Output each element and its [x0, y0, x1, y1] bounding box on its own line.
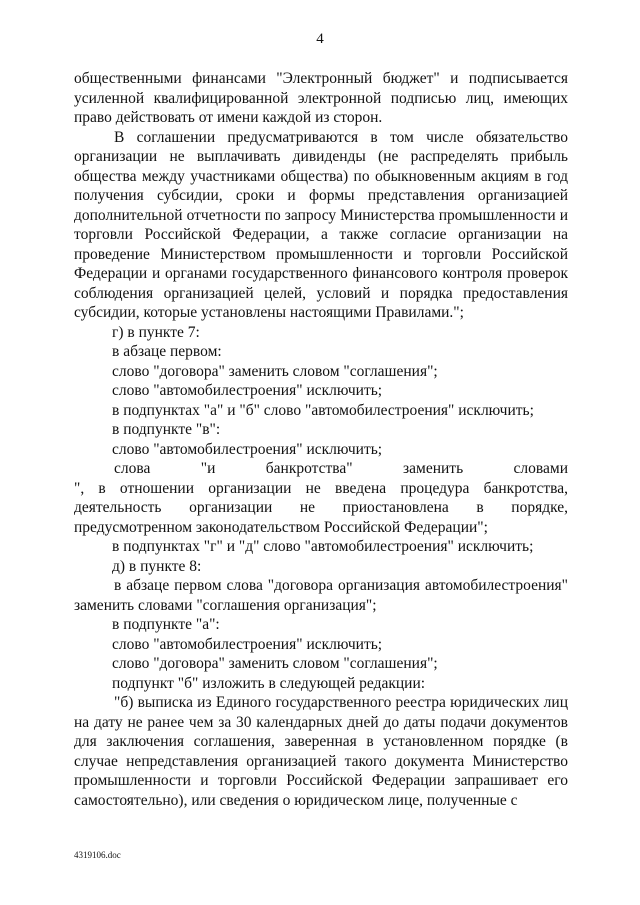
paragraph-10: слова "и банкротства" заменить словами — [114, 460, 568, 477]
footer-document-code: 4319106.doc — [74, 850, 121, 860]
paragraph-15: в подпункте "а": — [112, 616, 220, 633]
paragraph-12: в подпунктах "г" и "д" слово "автомобилестроения" исключить; — [112, 538, 534, 555]
paragraph-17: слово "договора" заменить словом "соглашения"; — [112, 655, 438, 672]
paragraph-16: слово "автомобилестроения" исключить; — [112, 635, 383, 653]
paragraph-13: д) в пункте 8: — [112, 557, 202, 575]
paragraph-8: в подпункте "в": — [112, 421, 221, 438]
paragraph-1: общественными финансами "Электронный бюджет" и подписывается усиленной квалифицированной электронной подписью лиц, имеющих право действовать от имени каждой из сторон. — [74, 70, 568, 126]
paragraph-4: в абзаце первом: — [112, 343, 222, 360]
paragraph-3: г) в пункте 7: — [112, 323, 200, 341]
paragraph-19: "б) выписка из Единого государственного реестра юридических лиц на дату не ранее чем за 30 календарных дней до даты подачи документов для заключения соглашения, заверенная в установленном порядке (в случае непредставления организацией такого документа Министерство промышленности и торговли Российской Федерации запрашивает его самостоятельно), или сведения о юридическом лице, полученные с — [74, 694, 568, 809]
paragraph-2: В соглашении предусматриваются в том числе обязательство организации не выплачивать дивиденды (не распределять прибыль общества между участниками общества) по обыкновенным акциям в год получения субсидии, сроки и формы представления организацией дополнительной отчетности по запросу Министерства промышленности и торговли Российской Федерации, а также согласие организации на проведение Министерством промышленности и торговли Российской Федерации и органами государственного финансового контроля проверок соблюдения организацией целей, условий и порядка предоставления субсидии, которые установлены настоящими Правилами."; — [74, 128, 568, 321]
paragraph-5: слово "договора" заменить словом "соглашения"; — [112, 362, 438, 380]
paragraph-14: в абзаце первом слова "договора организация автомобилестроения" заменить словами "соглашения организация"; — [74, 577, 568, 614]
paragraph-18: подпункт "б" изложить в следующей редакции: — [112, 674, 426, 692]
paragraph-6: слово "автомобилестроения" исключить; — [112, 382, 383, 399]
page-number: 4 — [316, 31, 324, 47]
document-body — [74, 69, 568, 810]
paragraph-11: ", в отношении организации не введена процедура банкротства, деятельность организации не приостановлена в порядке, предусмотренном законодательством Российской Федерации"; — [74, 479, 568, 536]
paragraph-9: слово "автомобилестроения" исключить; — [112, 440, 383, 458]
paragraph-7: в подпунктах "а" и "б" слово "автомобилестроения" исключить; — [112, 401, 534, 419]
